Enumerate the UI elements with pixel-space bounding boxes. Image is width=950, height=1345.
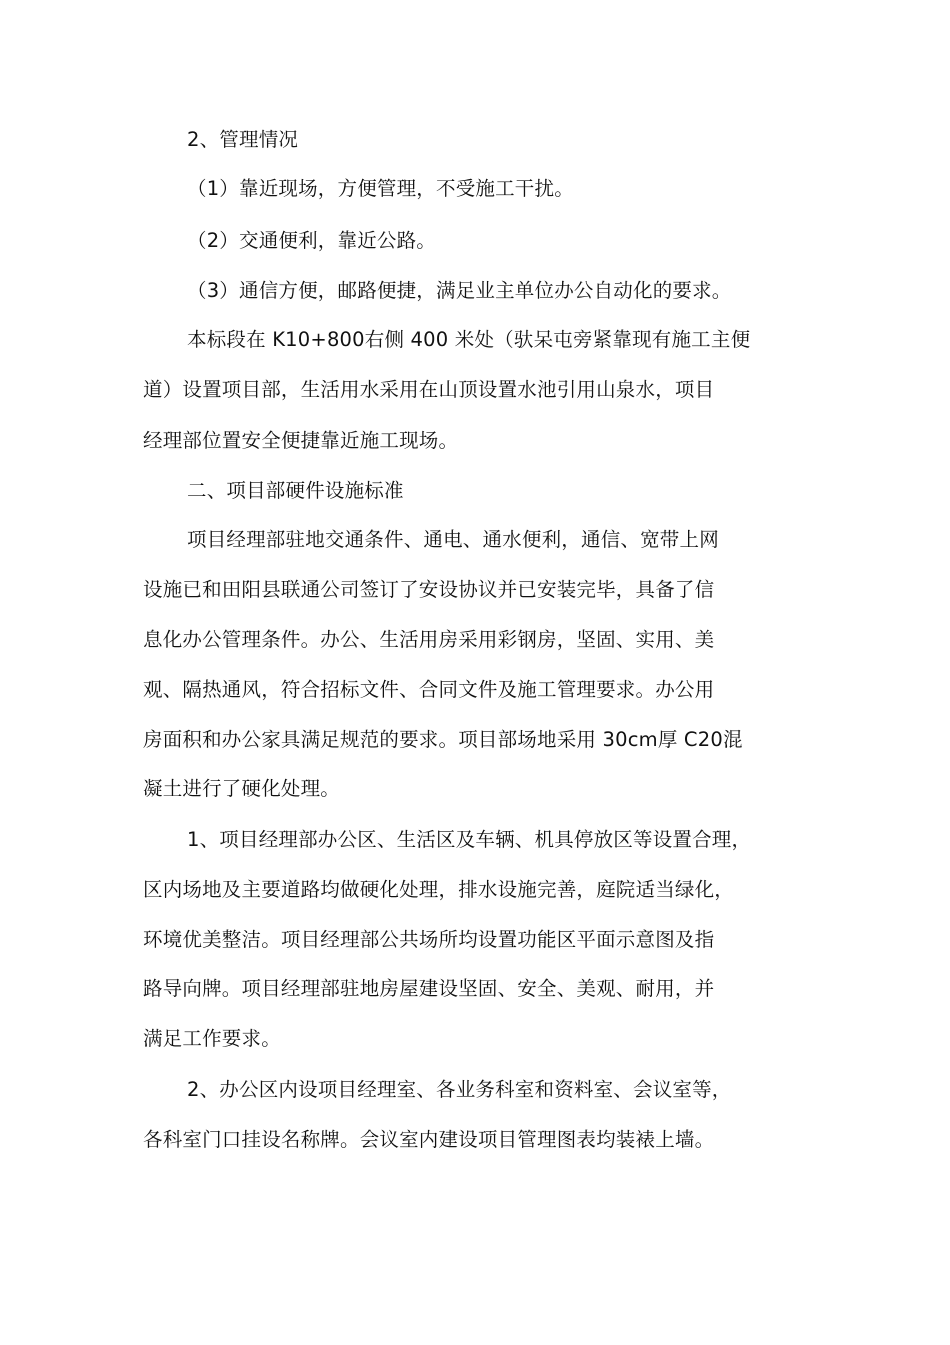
paragraph-line: 道）设置项目部，生活用水采用在山顶设置水池引用山泉水，项目 — [143, 378, 715, 401]
paragraph-line: 经理部位置安全便捷靠近施工现场。 — [143, 429, 459, 452]
paragraph-line: 息化办公管理条件。办公、生活用房采用彩钢房，坚固、实用、美 — [143, 628, 715, 651]
paragraph-line: 观、隔热通风，符合招标文件、合同文件及施工管理要求。办公用 — [143, 678, 715, 701]
paragraph-line: 各科室门口挂设名称牌。会议室内建设项目管理图表均装裱上墙。 — [143, 1128, 715, 1151]
paragraph-line: 凝土进行了硬化处理。 — [143, 777, 341, 800]
paragraph-line: 1、项目经理部办公区、生活区及车辆、机具停放区等设置合理， — [187, 828, 752, 851]
paragraph-line: 本标段在 K10+800右侧 400 米处（驮呆屯旁紧靠现有施工主便 — [187, 328, 751, 351]
list-item-1: （1）靠近现场，方便管理，不受施工干扰。 — [187, 177, 574, 200]
paragraph-line: 2、办公区内设项目经理室、各业务科室和资料室、会议室等， — [187, 1078, 732, 1101]
list-item-2: （2）交通便利，靠近公路。 — [187, 229, 437, 252]
section-heading-hardware-standards: 二、项目部硬件设施标准 — [187, 479, 404, 502]
paragraph-line: 项目经理部驻地交通条件、通电、通水便利，通信、宽带上网 — [187, 528, 719, 551]
paragraph-line: 区内场地及主要道路均做硬化处理，排水设施完善，庭院适当绿化， — [143, 878, 735, 901]
paragraph-line: 房面积和办公家具满足规范的要求。项目部场地采用 30cm厚 C20混 — [143, 728, 743, 751]
paragraph-line: 环境优美整洁。项目经理部公共场所均设置功能区平面示意图及指 — [143, 928, 715, 951]
paragraph-line: 满足工作要求。 — [143, 1027, 281, 1050]
list-item-3: （3）通信方便，邮路便捷，满足业主单位办公自动化的要求。 — [187, 279, 732, 302]
paragraph-line: 路导向牌。项目经理部驻地房屋建设坚固、安全、美观、耐用，并 — [143, 977, 715, 1000]
section-heading-management: 2、管理情况 — [187, 128, 299, 151]
paragraph-line: 设施已和田阳县联通公司签订了安设协议并已安装完毕，具备了信 — [143, 578, 715, 601]
